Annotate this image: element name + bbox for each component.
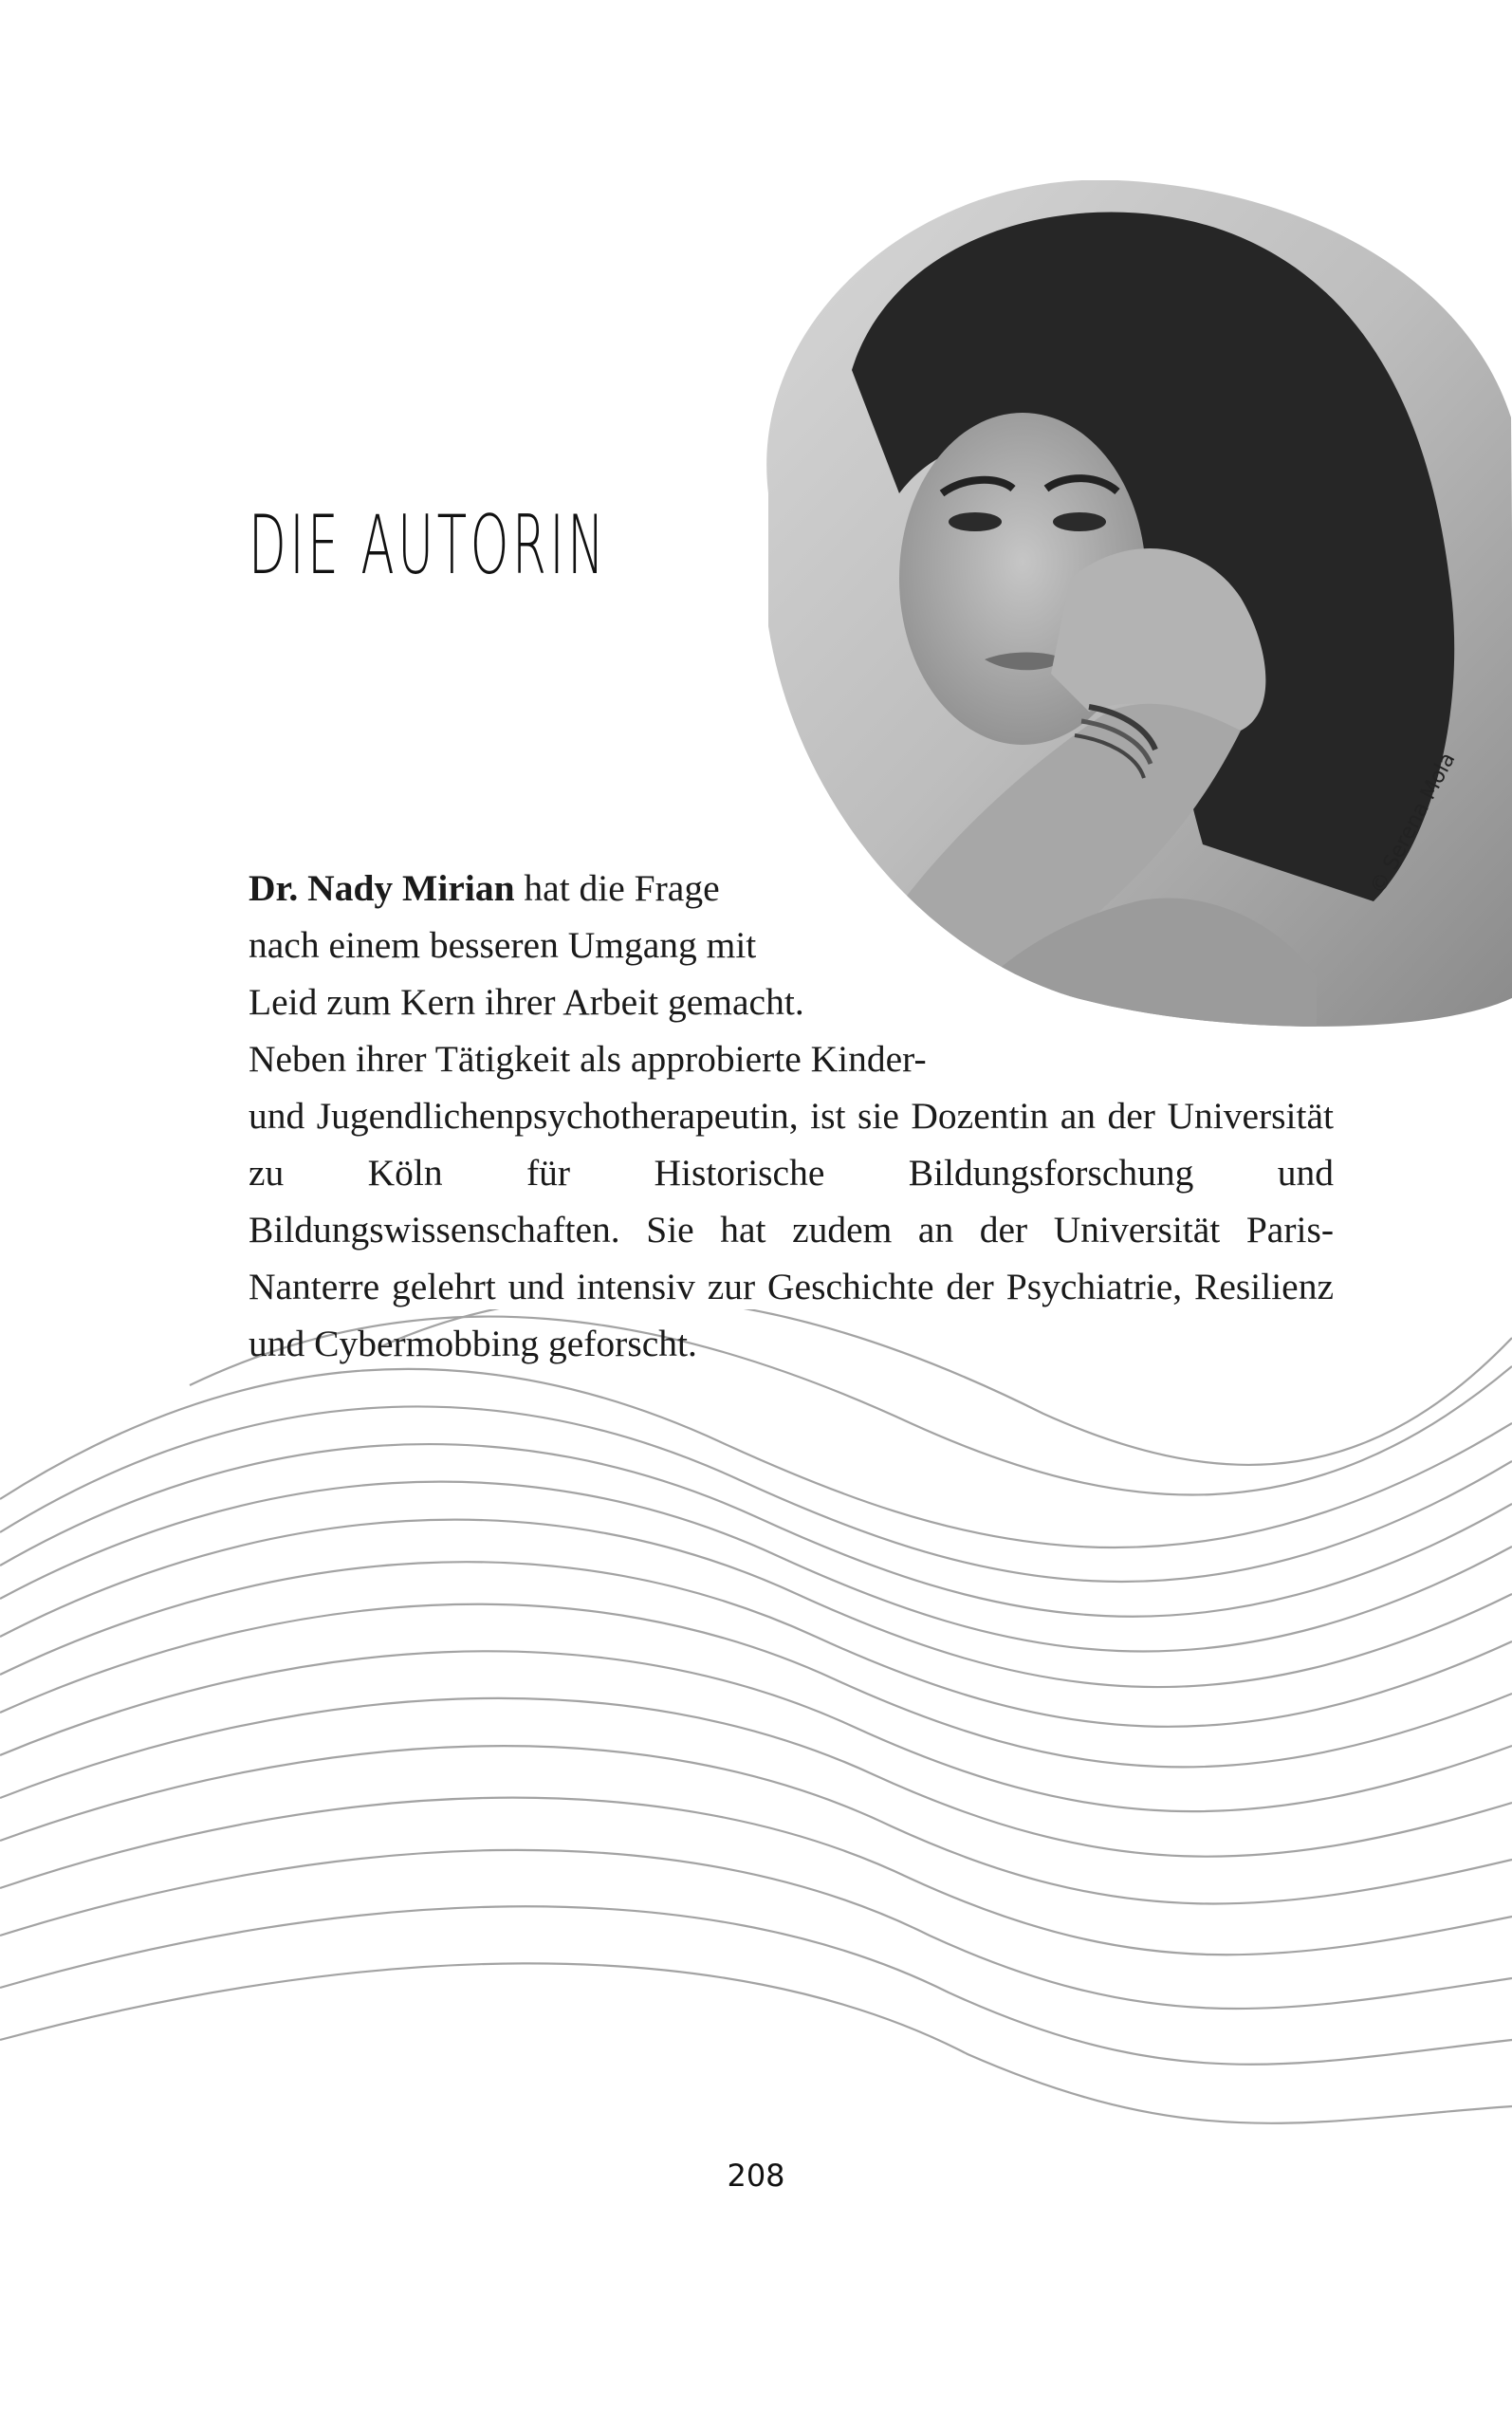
bio-line-1 <box>249 860 1334 917</box>
bio-paragraph-rest: und Jugendlichenpsychotherapeutin, ist sie Dozentin an der Universität zu Köln für Historische Bildungsforschung und Bildungswissenschaften. Sie hat zudem an der Universität Paris-Nanterre gelehrt und intensiv zur Geschichte der Psychiatrie, Resilienz und Cybermobbing geforscht. <box>249 1095 1334 1364</box>
decorative-wave-lines <box>0 1309 1512 2163</box>
bio-line-3: Leid zum Kern ihrer Arbeit gemacht. <box>249 981 804 1023</box>
page-number: 208 <box>727 2158 785 2194</box>
page-title: DIE AUTORIN <box>249 498 608 593</box>
bio-line-2: nach einem besseren Umgang mit <box>249 924 757 966</box>
author-bio <box>249 860 1334 1372</box>
photo-credit: © Serena Mola <box>1366 749 1461 899</box>
bio-line-1-rest: hat die Frage <box>514 867 720 909</box>
author-name: Dr. Nady Mirian <box>249 867 515 909</box>
bio-line-4: Neben ihrer Tätigkeit als approbierte Kinder- <box>249 1038 927 1080</box>
